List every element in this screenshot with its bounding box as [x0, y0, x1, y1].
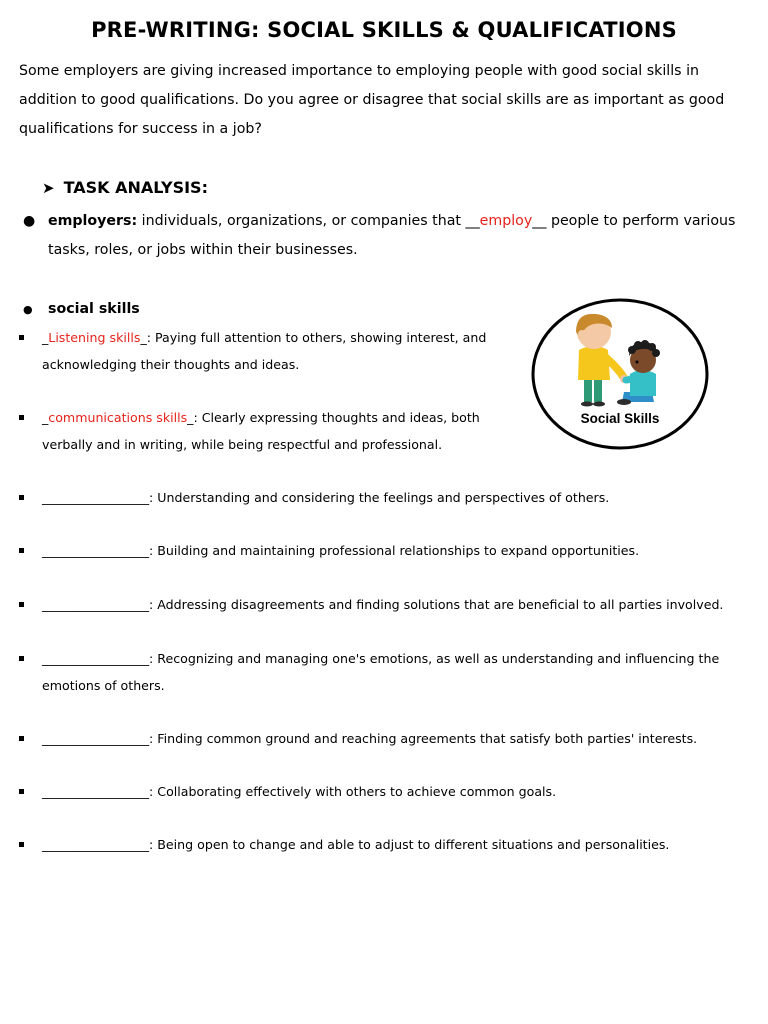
employers-blank-left: __ [465, 213, 480, 229]
skill-blank-suffix: _ [187, 410, 194, 425]
skill-item-1 [42, 324, 502, 378]
skill-blank: _________________ [42, 597, 150, 612]
square-bullet-icon [19, 602, 24, 607]
skill-item-2 [42, 404, 502, 458]
skill-item-6 [42, 645, 757, 699]
skill-description: : Paying full attention to others, showing interest, and [146, 330, 487, 345]
skill-description: : Finding common ground and reaching agreements that satisfy both parties' interests. [149, 731, 698, 746]
skill-blank: _________________ [42, 543, 150, 558]
skill-description-continued: acknowledging their thoughts and ideas. [42, 357, 300, 372]
skill-description: : Being open to change and able to adjust to different situations and personalities. [149, 837, 670, 852]
illustration-caption: Social Skills [580, 411, 660, 426]
skill-description: : Building and maintaining professional relationships to expand opportunities. [149, 543, 640, 558]
square-bullet-icon [19, 415, 24, 420]
employers-definition [48, 207, 748, 265]
skill-item-4 [42, 537, 752, 564]
social-skills-illustration [524, 292, 720, 456]
skill-answer: Listening skills [48, 330, 141, 345]
square-bullet-icon [19, 656, 24, 661]
skill-item-3 [42, 484, 752, 511]
skill-description: : Clearly expressing thoughts and ideas, both [193, 410, 480, 425]
skill-answer: communications skills [48, 410, 188, 425]
social-skills-heading: social skills [48, 301, 140, 317]
employers-text-before: individuals, organizations, or companies that [137, 213, 466, 229]
square-bullet-icon [19, 335, 24, 340]
skill-blank: _________________ [42, 651, 150, 666]
square-bullet-icon [19, 736, 24, 741]
skill-description-continued: verbally and in writing, while being respectful and professional. [42, 437, 443, 452]
skill-item-5 [42, 591, 757, 618]
skill-blank: _________________ [42, 837, 150, 852]
essay-prompt: Some employers are giving increased importance to employing people with good social skills in addition to good qualifications. Do you agree or disagree that social skills are as important as good qualifications for success in a job? [19, 63, 725, 137]
square-bullet-icon [19, 548, 24, 553]
skill-description: : Understanding and considering the feelings and perspectives of others. [149, 490, 610, 505]
bullet-dot-icon: ● [23, 303, 33, 316]
bullet-dot-icon: ● [23, 213, 36, 229]
skill-description: : Addressing disagreements and finding solutions that are beneficial to all parties involved. [149, 597, 724, 612]
employers-blank-right: __ [532, 213, 547, 229]
arrowhead-icon: ➤ [42, 178, 55, 197]
square-bullet-icon [19, 495, 24, 500]
skill-item-7 [42, 725, 757, 752]
skill-item-9 [42, 831, 757, 858]
skill-description-continued: emotions of others. [42, 678, 165, 693]
task-analysis-heading [42, 178, 208, 197]
skill-blank: _________________ [42, 490, 150, 505]
task-analysis-label: TASK ANALYSIS: [63, 178, 208, 197]
skill-description: : Recognizing and managing one's emotions, as well as understanding and influencing the [149, 651, 720, 666]
skill-blank-suffix: _ [140, 330, 147, 345]
skill-item-8 [42, 778, 757, 805]
skill-blank-prefix: _ [42, 330, 49, 345]
employers-term: employers: [48, 213, 138, 229]
skill-blank-prefix: _ [42, 410, 49, 425]
skill-blank: _________________ [42, 731, 150, 746]
square-bullet-icon [19, 789, 24, 794]
employers-text-after: people to perform various tasks, roles, or jobs within their businesses. [48, 213, 736, 258]
skill-blank: _________________ [42, 784, 150, 799]
skill-description: : Collaborating effectively with others to achieve common goals. [149, 784, 557, 799]
employers-answer: employ [479, 213, 533, 229]
page-title: PRE-WRITING: SOCIAL SKILLS & QUALIFICATIONS [91, 18, 677, 42]
square-bullet-icon [19, 842, 24, 847]
